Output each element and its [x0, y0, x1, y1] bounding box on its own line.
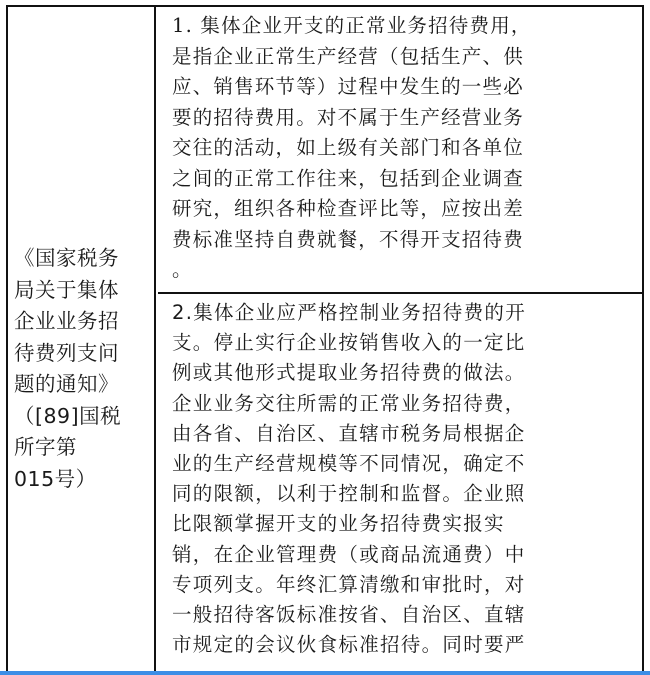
clause-2-text: 2.集体企业应严格控制业务招待费的开 支。停止实行企业按销售收入的一定比 例或其他形式提取业务招待费的做法。 企业业务交往所需的正常业务招待费， 由各省、自治区、直辖市税务局根据企 业的生产经营规模等不同情况，确定不 同的限额，以利于控制和监督。企业照 比限额掌握开支的业务招待费实报实 销，在企业管理费（或商品流通费）中 专项列支。年终汇算清缴和审批时，对 一般招待客饭标准按省、自治区、直辖 市规定的会议伙食标准招待。同时要严	[172, 301, 527, 657]
source-cell	[8, 7, 156, 673]
source-document-title: 《国家税务 局关于集体 企业业务招 待费列支问 题的通知》 （[89]国税 所字第 015号）	[14, 246, 122, 491]
bottom-accent-bar	[0, 671, 650, 675]
clause-1-text: 1. 集体企业开支的正常业务招待费用， 是指企业正常生产经营（包括生产、供 应、销售环节等）过程中发生的一些必 要的招待费用。对不属于生产经营业务 交往的活动，如上级有关部门和各单位 之间的正常工作往来，包括到企业调查 研究，组织各种检查评比等，应按出差 费标准坚持自费就餐，不得开支招待费 。	[158, 7, 642, 294]
regulation-table	[6, 5, 644, 673]
